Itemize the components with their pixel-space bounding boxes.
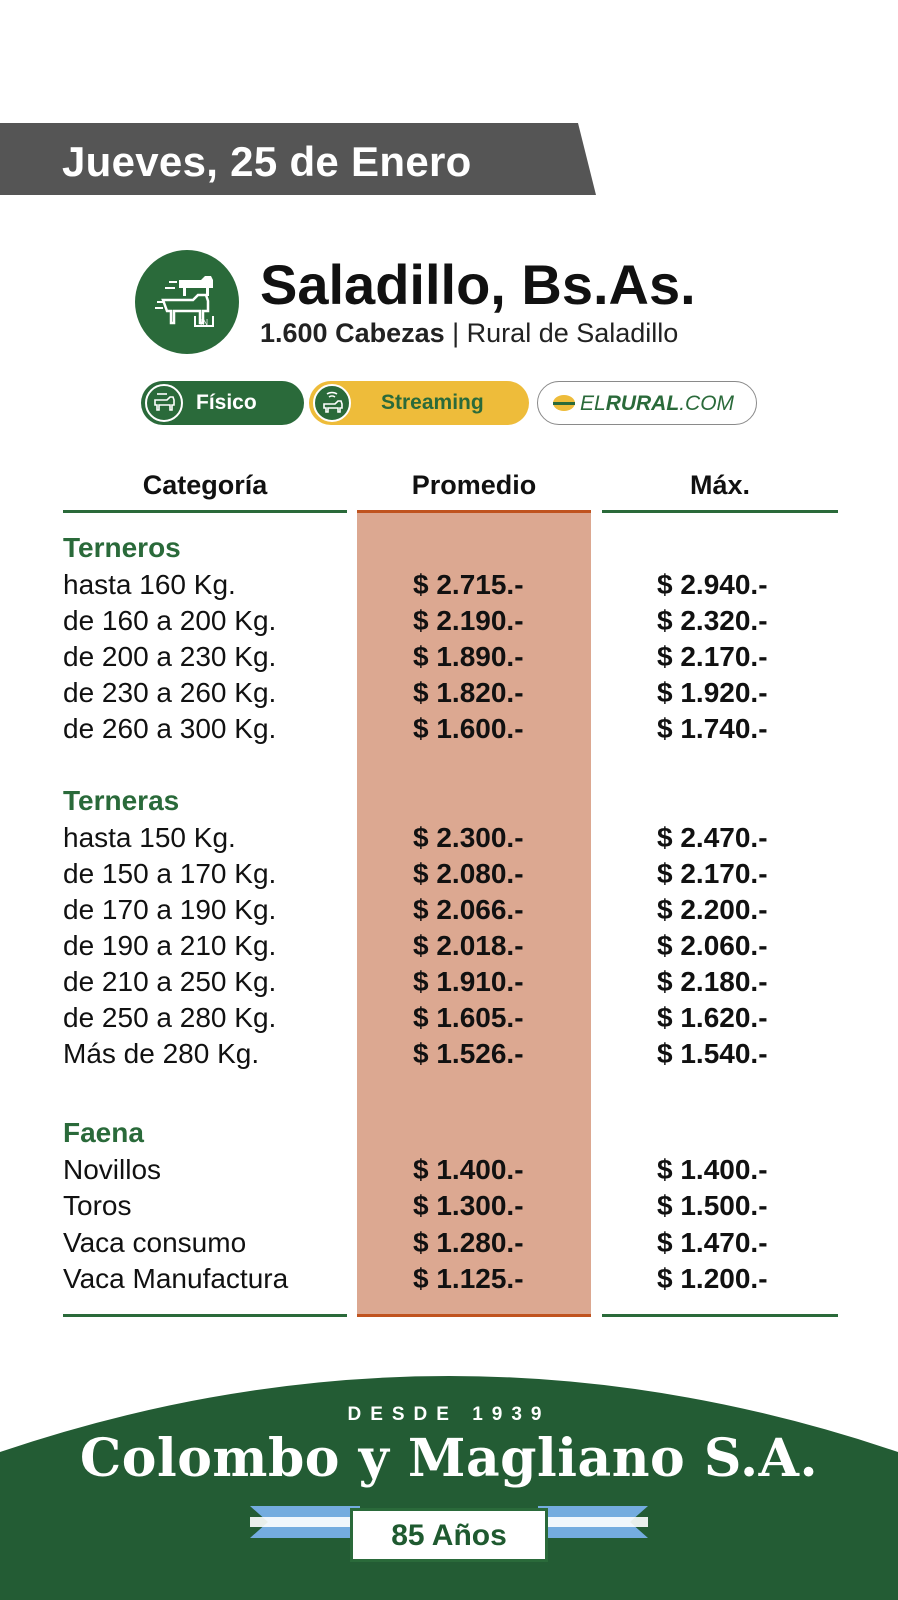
fisico-label: Físico <box>196 391 257 414</box>
table-row <box>0 858 898 894</box>
location-title: Saladillo, Bs.As. <box>260 253 696 316</box>
venue-name: Rural de Saladillo <box>466 318 679 348</box>
row-category: de 190 a 210 Kg. <box>63 930 277 961</box>
row-promedio: $ 1.300.- <box>413 1190 524 1221</box>
row-promedio: $ 2.300.- <box>413 822 524 853</box>
table-row <box>0 930 898 966</box>
row-category: Toros <box>63 1190 132 1221</box>
table-row <box>0 1263 898 1299</box>
row-category: de 200 a 230 Kg. <box>63 641 277 672</box>
elrural-label <box>580 392 734 416</box>
row-promedio: $ 1.400.- <box>413 1154 524 1185</box>
streaming-cattle-icon <box>313 384 351 422</box>
row-promedio: $ 1.890.- <box>413 641 524 672</box>
row-category: Vaca consumo <box>63 1227 247 1258</box>
cattle-icon <box>135 250 239 354</box>
row-max: $ 2.200.- <box>657 894 768 925</box>
svg-text:IN: IN <box>200 318 208 327</box>
row-category: de 250 a 280 Kg. <box>63 1002 277 1033</box>
row-promedio: $ 1.280.- <box>413 1227 524 1258</box>
footer-rule-categoria <box>63 1314 347 1317</box>
header-rule-promedio <box>357 510 591 513</box>
row-max: $ 2.060.- <box>657 930 768 961</box>
row-category: Novillos <box>63 1154 162 1185</box>
elrural-bold: RURAL <box>605 392 680 415</box>
anniversary-badge: 85 Años <box>350 1508 548 1562</box>
row-max: $ 2.320.- <box>657 605 768 636</box>
row-promedio: $ 1.605.- <box>413 1002 524 1033</box>
table-row <box>0 1002 898 1038</box>
row-promedio: $ 2.190.- <box>413 605 524 636</box>
table-row <box>0 605 898 641</box>
row-category: hasta 150 Kg. <box>63 822 236 853</box>
brand-logo-text: Colombo y Magliano S.A. <box>79 1428 819 1489</box>
header-promedio: Promedio <box>411 470 537 500</box>
row-max: $ 1.740.- <box>657 713 768 744</box>
table-row <box>0 1154 898 1190</box>
row-max: $ 1.540.- <box>657 1038 768 1069</box>
table-row <box>0 569 898 605</box>
table-row <box>0 713 898 749</box>
row-category: de 230 a 260 Kg. <box>63 677 277 708</box>
table-row <box>0 1038 898 1074</box>
row-category: de 260 a 300 Kg. <box>63 713 277 744</box>
row-promedio: $ 2.715.- <box>413 569 524 600</box>
row-promedio: $ 1.526.- <box>413 1038 524 1069</box>
streaming-badge <box>309 381 529 425</box>
footer-rule-promedio <box>357 1314 591 1317</box>
row-promedio: $ 1.820.- <box>413 677 524 708</box>
table-row <box>0 966 898 1002</box>
location-subtitle <box>260 318 678 349</box>
since-text: DESDE 1939 <box>347 1404 551 1425</box>
group-title: Terneros <box>63 532 181 563</box>
group-title: Faena <box>63 1117 144 1148</box>
row-category: de 170 a 190 Kg. <box>63 894 277 925</box>
row-max: $ 2.470.- <box>657 822 768 853</box>
streaming-label: Streaming <box>381 391 484 414</box>
row-max: $ 1.400.- <box>657 1154 768 1185</box>
header-categoria: Categoría <box>142 470 268 500</box>
row-max: $ 1.620.- <box>657 1002 768 1033</box>
row-promedio: $ 1.910.- <box>413 966 524 997</box>
table-row <box>0 641 898 677</box>
row-max: $ 2.940.- <box>657 569 768 600</box>
row-max: $ 1.500.- <box>657 1190 768 1221</box>
row-category: Vaca Manufactura <box>63 1263 289 1294</box>
row-promedio: $ 2.066.- <box>413 894 524 925</box>
table-row <box>0 894 898 930</box>
row-category: de 210 a 250 Kg. <box>63 966 277 997</box>
group-title: Terneras <box>63 785 180 816</box>
row-promedio: $ 2.018.- <box>413 930 524 961</box>
row-category: de 160 a 200 Kg. <box>63 605 277 636</box>
row-max: $ 2.170.- <box>657 641 768 672</box>
row-max: $ 2.170.- <box>657 858 768 889</box>
header-rule-max <box>602 510 838 513</box>
row-max: $ 1.470.- <box>657 1227 768 1258</box>
header-rule-categoria <box>63 510 347 513</box>
row-category: hasta 160 Kg. <box>63 569 236 600</box>
table-row <box>0 677 898 713</box>
row-promedio: $ 2.080.- <box>413 858 524 889</box>
table-row <box>0 1190 898 1226</box>
elrural-suffix: .COM <box>679 392 735 415</box>
row-max: $ 1.920.- <box>657 677 768 708</box>
elrural-logo-icon <box>552 394 576 412</box>
row-promedio: $ 1.125.- <box>413 1263 524 1294</box>
header-max: Máx. <box>689 470 751 500</box>
row-promedio: $ 1.600.- <box>413 713 524 744</box>
head-count: 1.600 Cabezas <box>260 318 445 348</box>
elrural-prefix: EL <box>580 392 606 415</box>
table-row <box>0 822 898 858</box>
row-max: $ 2.180.- <box>657 966 768 997</box>
footer-rule-max <box>602 1314 838 1317</box>
auction-date: Jueves, 25 de Enero <box>62 138 472 185</box>
row-max: $ 1.200.- <box>657 1263 768 1294</box>
cattle-icon <box>145 384 183 422</box>
row-category: de 150 a 170 Kg. <box>63 858 277 889</box>
fisico-badge <box>141 381 304 425</box>
row-category: Más de 280 Kg. <box>63 1038 260 1069</box>
table-row <box>0 1227 898 1263</box>
elrural-logo-badge <box>537 381 757 425</box>
subtitle-separator: | <box>452 318 460 348</box>
